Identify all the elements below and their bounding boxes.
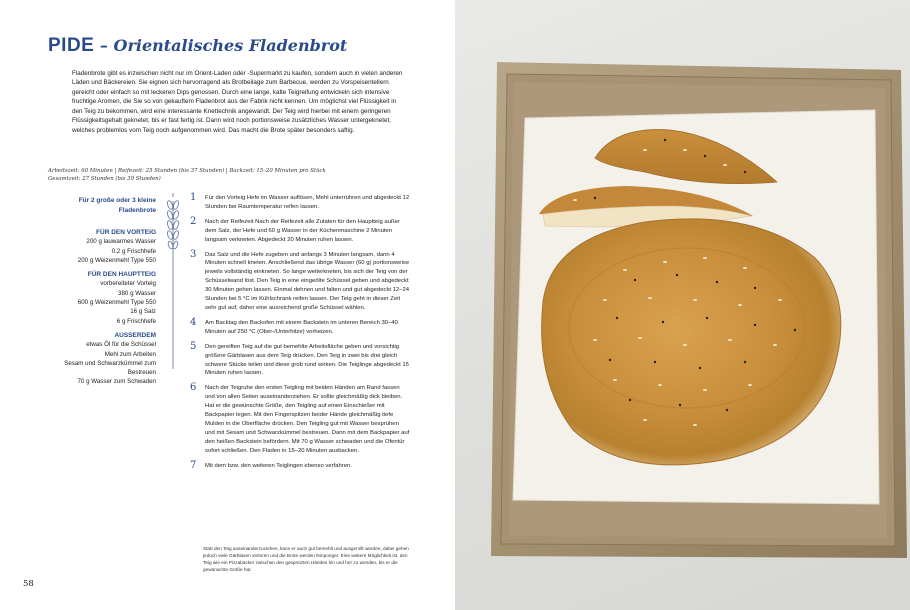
step-item xyxy=(190,459,410,471)
time-info-line: Arbeitszeit: 60 Minuten | Reifezeit: 25 Stunden (bis 37 Stunden) | Backzeit: 15–20 Minuten pro Stück xyxy=(48,168,326,174)
photo-page xyxy=(455,0,910,610)
ingredient-item: 200 g lauwarmes Wasser xyxy=(86,238,156,246)
ingredient-item: 70 g Wasser zum Schwaden xyxy=(77,378,156,386)
ingredient-group-heading: FÜR DEN VORTEIG xyxy=(96,229,156,236)
ingredient-group-heading: AUSSERDEM xyxy=(114,331,156,339)
step-text: Nach der Teigruhe den ersten Teigling mit beiden Händen am Rand fassen und von allen Seiten auseinanderziehen. Er sollte gleichmäßig dick bleiben. Hat er die gewünschte Größe, den Teigling auf einen Einschießer mit Backpapier legen. Mit den Fingerspitzen beider Hände gleichmäßig tiefe Mulden in die Oberfläche drücken. Den Teigling gut mit Wasser besprühen und mit Sesam und Schwarzkümmel bestreuen. Dann mit dem Backpapier auf den heißen Backstein befördern. Mit 70 g Wasser schwaden und die Ofentür sofort schließen. Den Fladen in 15–20 Minuten ausbacken. xyxy=(205,385,410,454)
intro-text: Fladenbrote gibt es inzwischen nicht nur im Orient-Laden oder -Supermarkt zu kaufen, sondern auch in vielen anderen Läden und Bäckereien. Sie eignen sich hervorragend als Brotbeilage zum Barbecue, werden zu Vorspeisentellern gereicht oder einfach so mit leckeren Dips genossen. Durch eine lange, kalte Teigreifung entwickeln sich intensive fruchtige Aromen, die Sie so von gekauftem Fladenbrot aus der Fabrik nicht kennen. Um möglichst viel Flüssigkeit in den Teig zu bekommen, wird eine interessante Knettechnik angewandt. Der Teig wird hierbei mit einem geringeren Flüssigkeitsgehalt geknetet, bis er fast fertig ist. Dann wird noch portionsweise zusätzliches Wasser untergeknetet, welches problemlos vom Teig noch aufgenommen wird. Das macht die Brote später besonders saftig. xyxy=(72,70,403,134)
ingredient-item: 0,2 g Frischhefe xyxy=(111,247,156,255)
ingredient-list xyxy=(52,196,156,387)
step-list xyxy=(190,194,410,476)
page-title xyxy=(48,35,347,57)
step-number: 2 xyxy=(190,215,197,227)
ingredient-item: 6 g Frischhefe xyxy=(116,317,156,325)
step-text: Mit dem bzw. den weiteren Teiglingen ebenso verfahren. xyxy=(205,462,352,469)
step-text: Das Salz und die Hefe zugeben und anfangs 3 Minuten langsam, dann 4 Minuten schnell kneten. Anschließend das übrige Wasser (60 g) portionsweise jeweils vollständig einkneten. So lange weiterkneten, bis sich der Teig von der Schüsselwand löst. Den Teig in eine eingeölte Schüssel geben und abgedeckt 30 Minuten gehen lassen. Einmal dehnen und falten und gut abgedeckt 12–24 Stunden bei 5 °C im Kühlschrank reifen lassen. Der Teig geht in dieser Zeit sehr gut auf, daher eine ausreichend große Schüssel wählen. xyxy=(205,251,410,311)
ingredient-group-hauptteig xyxy=(52,270,156,326)
ingredient-group-heading: FÜR DEN HAUPTTEIG xyxy=(87,271,156,279)
ingredient-item: 16 g Salz xyxy=(130,308,156,316)
step-item xyxy=(190,248,410,313)
step-text: Den gereiften Teig auf die gut bemehlte Arbeitsfläche geben und vorsichtig größere Gärblasen aus dem Teig drücken. Den Teig in zwei bis drei gleich schwere Stücke teilen und diese grob rund wirken. Die Teiglinge abgedeckt 15 Minuten ruhen lassen. xyxy=(205,343,409,377)
ingredient-group-vorteig xyxy=(52,228,156,265)
step-number: 6 xyxy=(190,382,197,394)
ingredient-group-ausserdem xyxy=(52,331,156,387)
step-number: 5 xyxy=(190,340,197,352)
step-item xyxy=(190,340,410,379)
time-info xyxy=(48,167,408,183)
step-number: 3 xyxy=(190,248,197,260)
step-number: 1 xyxy=(190,192,197,203)
tip-note: Statt den Teig auseinanderzuziehen, kann er auch gut bemehlt und ausgerollt werden, dabei gehen jedoch viele Gärblasen verloren und die Brote werden feinporiger. Eine weitere Möglichkeit ist, den Teig wie ein Pizzabäcker zwischen den gespreizten Händen hin und her zu wenden, bis er die gewünschte Größe hat. xyxy=(203,546,409,572)
step-text: Am Backtag den Backofen mit einem Backstein im unteren Bereich 30–40 Minuten auf 250 °C (Ober-/Unterhitze) vorheizen. xyxy=(205,319,398,335)
step-item xyxy=(190,316,410,337)
ingredient-item: Mehl zum Arbeiten xyxy=(104,350,156,358)
step-number: 4 xyxy=(190,316,197,328)
wheat-sprig-icon xyxy=(162,193,184,373)
step-item xyxy=(190,215,410,245)
ingredient-item: 600 g Weizenmehl Type 550 xyxy=(77,299,156,307)
ingredient-item: vorbereiteter Vorteig xyxy=(100,280,156,288)
step-text: Für den Vorteig Hefe im Wasser auflösen, Mehl unterrühren und abgedeckt 12 Stunden bei Raumtemperatur reifen lassen. xyxy=(205,195,410,210)
step-item xyxy=(190,384,410,455)
time-info-total: Gesamtzeit: 27 Stunden (bis 39 Stunden) xyxy=(48,176,161,182)
ingredient-item: etwas Öl für die Schüssel xyxy=(86,341,156,349)
step-item xyxy=(190,194,410,212)
flatbread-photo xyxy=(455,0,910,610)
ingredient-item: 200 g Weizenmehl Type 550 xyxy=(77,256,156,264)
title-dash: – xyxy=(94,36,114,55)
step-text: Nach der Reifezeit Nach der Reifezeit alle Zutaten für den Hauptteig außer dem Salz, der Hefe und 60 g Wasser in der Küchenmaschine 2 Minuten langsam verkneten. Abgedeckt 20 Minuten ruhen lassen. xyxy=(205,218,400,243)
ingredient-item: Sesam und Schwarzkümmel zum Bestreuen xyxy=(64,359,156,377)
title-main: PIDE xyxy=(48,35,95,56)
recipe-yield: Für 2 große oder 3 kleine Fladenbrote xyxy=(78,197,156,214)
step-number: 7 xyxy=(190,459,197,471)
title-subtitle: Orientalisches Fladenbrot xyxy=(113,36,348,55)
page-number: 58 xyxy=(23,579,34,589)
ingredient-item: 380 g Wasser xyxy=(118,289,156,297)
